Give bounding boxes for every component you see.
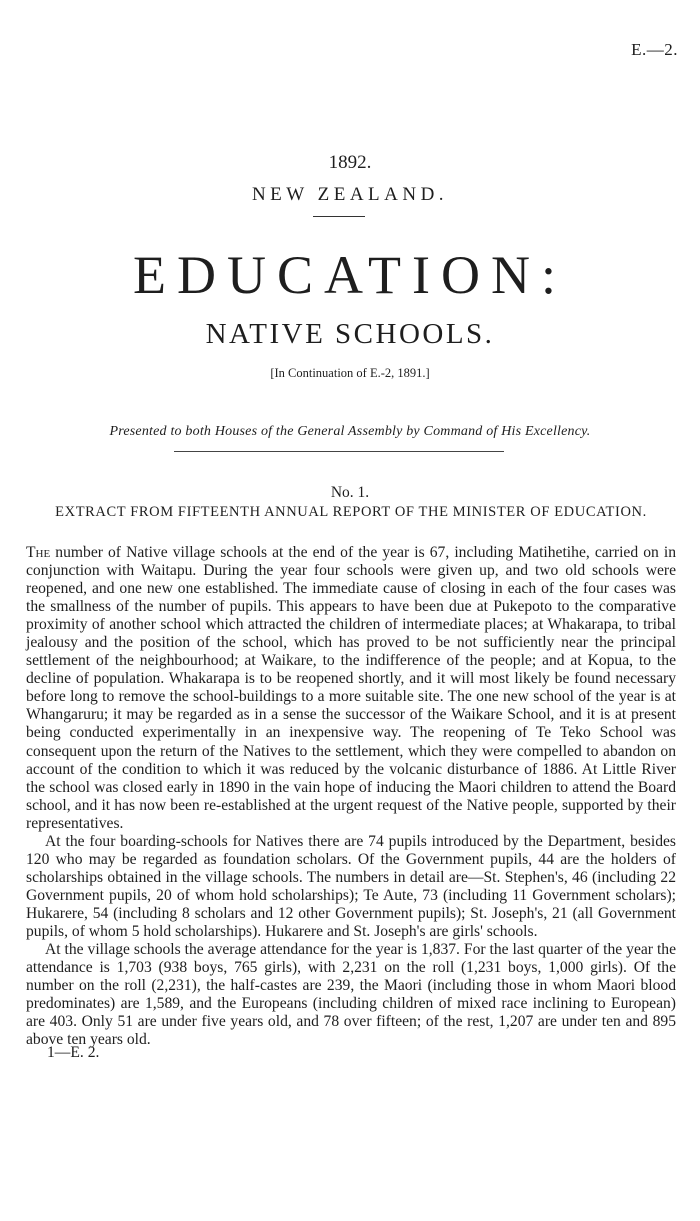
paragraph-2: At the four boarding-schools for Natives there are 74 pupils introduced by the Department, besides 120 who may be regarded as foundation scholars. Of the Government pupils, 44 are the holders of scholarships obtained in the village schools. The numbers in detail are—St. Stephen's, 46 (including 22 Government pupils, 20 of whom hold scholarships); Te Aute, 73 (including 11 Government scholars); Hukarere, 54 (including 8 scholars and 12 other Government pupils); St. Joseph's, 21 (all Government pupils, of whom 5 hold scholarships). Hukarere and St. Joseph's are girls' schools. (26, 832, 676, 940)
year: 1892. (328, 152, 372, 173)
document-reference: E.—2. (631, 40, 678, 59)
paragraph-3: At the village schools the average attendance for the year is 1,837. For the last quarter of the year the attendance is 1,703 (938 boys, 765 girls), with 2,231 on the roll (1,231 boys, 1,000 girls). Of the number on the roll (2,231), the half-castes are 239, the Maori (including those in whom Maori blood predominates) are 1,589, and the Europeans (including children of mixed race inclining to European) are 403. Only 51 are under five years old, and 78 over fifteen; of the rest, 1,207 are under ten and 895 above ten years old. (26, 941, 676, 1049)
section-number: No. 1. (330, 484, 370, 501)
presented-line: Presented to both Houses of the General Assembly by Command of His Excellency. (109, 424, 591, 439)
paragraph-1-text: number of Native village schools at the end of the year is 67, including Matihetihe, carried on in conjunction with Waitapu. During the year four schools were given up, and two old schools were reopened, and one new one established. The immediate cause of closing in each of the four cases was the smallness of the number of pupils. This appears to have been due at Pukepoto to the comparative proximity of another school which attracted the children of intermediate places; at Whakarapa, to tribal jealousy and the position of the school, which has proved to be not sufficiently near the principal settlement of the neighbourhood; at Waikare, to the indifference of the people; and at Kopua, to the decline of population. Whakarapa is to be reopened shortly, and it will most likely be found necessary before long to remove the school-buildings to a more suitable site. The one new school of the year is at Whangaruru; it may be regarded as in a sense the successor of the Waikare School, and it is at present being conducted experimentally in an inexpensive way. The reopening of Te Teko School was consequent upon the return of the Natives to the settlement, which they were compelled to abandon on account of the condition to which it was reduced by the volcanic disturbance of 1886. At Little River the school was closed early in 1890 in the vain hope of inducing the Maori children to attend the Board school, and it has now been re-established at the urgent request of the Native people, supported by their representatives. (26, 544, 676, 832)
long-divider (174, 451, 504, 452)
page-signature: 1—E. 2. (47, 1044, 100, 1061)
section-heading: EXTRACT FROM FIFTEENTH ANNUAL REPORT OF THE MINISTER OF EDUCATION. (55, 504, 647, 520)
short-divider (313, 216, 365, 217)
paragraph-1 (26, 544, 676, 833)
first-word: The (26, 544, 51, 561)
document-subtitle: NATIVE SCHOOLS. (205, 318, 495, 350)
continuation-note: [In Continuation of E.-2, 1891.] (270, 366, 430, 380)
report-body (26, 544, 676, 1049)
country-heading: NEW ZEALAND. (251, 184, 449, 205)
document-title: EDUCATION: (133, 245, 567, 305)
